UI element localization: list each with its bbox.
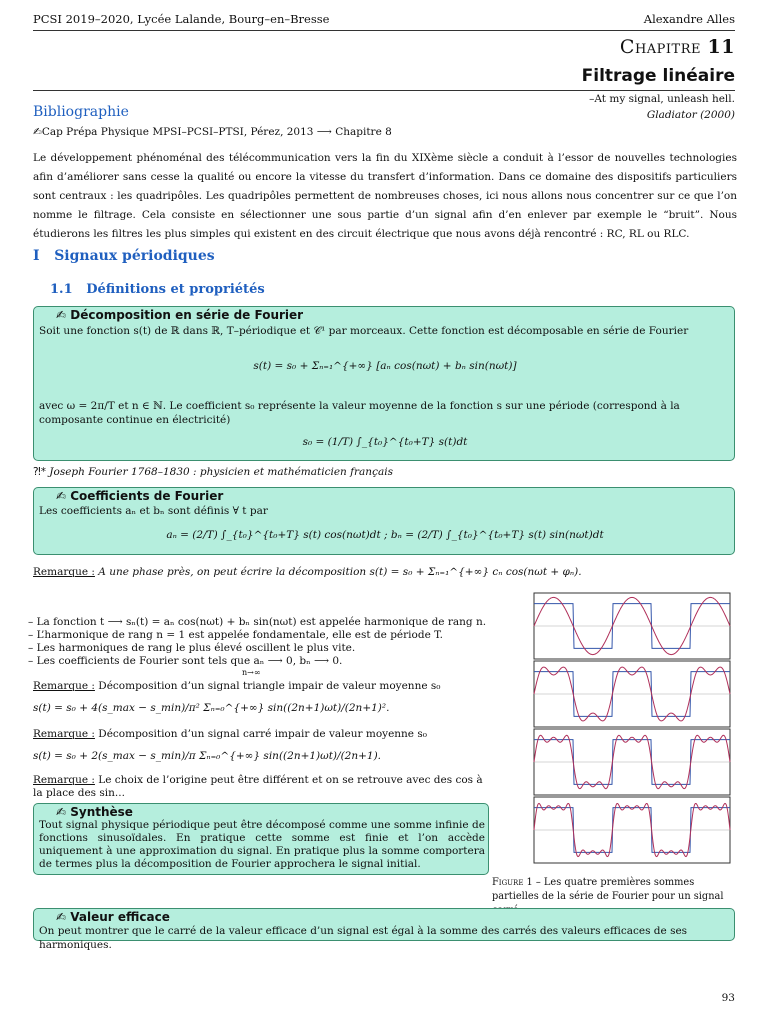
page-number: 93 (721, 992, 735, 1004)
coefficients-formula: aₙ = (2/T) ∫_{t₀}^{t₀+T} s(t) cos(nωt)dt ; bₙ = (2/T) ∫_{t₀}^{t₀+T} s(t) sin(nωt)dt (166, 529, 604, 541)
box-title-text: Décomposition en série de Fourier (70, 308, 304, 322)
remark-square (33, 728, 493, 740)
synthesis-box (33, 803, 489, 875)
remark-text: Le choix de l’origine peut être différent et on se retrouve avec des cos à la place des sin... (33, 774, 483, 799)
remark-origin (33, 774, 491, 800)
bibliography-heading: Bibliographie (33, 104, 129, 120)
triangle-formula: s(t) = s₀ + 4(s_max − s_min)/π² Σₙ₌₀^{+∞} sin((2n+1)ωt)/(2n+1)². (33, 702, 390, 714)
fourier-coefficients-box (33, 487, 735, 555)
list-item: – L’harmonique de rang n = 1 est appelée fondamentale, elle est de période T. (28, 629, 443, 641)
mean-value-formula: s₀ = (1/T) ∫_{t₀}^{t₀+T} s(t)dt (302, 436, 468, 448)
partial-sum-panel (534, 797, 730, 863)
pen-icon: ✍ (56, 308, 71, 322)
limit-subscript: n→∞ (242, 668, 261, 677)
remark-text: Décomposition d’un signal triangle impair de valeur moyenne s₀ (94, 680, 441, 692)
remark-text: Décomposition d’un signal carré impair de valeur moyenne s₀ (94, 728, 427, 740)
box-title (56, 910, 170, 924)
box-line-1: Les coefficients aₙ et bₙ sont définis ∀ t par (39, 505, 268, 517)
subsection-title: Définitions et propriétés (86, 282, 265, 297)
header-rule (33, 30, 735, 31)
figure-caption-text: – Les quatre premières sommes partielles de la série de Fourier pour un signal (492, 877, 724, 902)
box-line-2: avec ω = 2π/T et n ∈ ℕ. Le coefficient s₀ représente la valeur moyenne de la fonction s sur une période (correspond à la composante continue en électricité) (39, 400, 680, 426)
subsection-number: 1.1 (50, 282, 73, 297)
bibliography-ref (33, 126, 392, 138)
square-formula: s(t) = s₀ + 2(s_max − s_min)/π Σₙ₌₀^{+∞} sin((2n+1)ωt)/(2n+1). (33, 750, 382, 762)
synthesis-text: Tout signal physique périodique peut être décomposé comme une somme infinie de fonctions sinusoïdales. En pratique cette somme est finie et l’on accède uniquement à une approximation du signal. En pratique plus la somme comportera de termes plus la décomposition de Fourier approchera le signal initial. (39, 819, 485, 870)
fourier-footnote (33, 466, 393, 478)
chapter-prefix: Chapitre (619, 36, 701, 58)
fourier-decomposition-box (33, 306, 735, 461)
remark-text: A une phase près, on peut écrire la décomposition s(t) = s₀ + Σₙ₌₁^{+∞} cₙ cos(nωt + φₙ). (94, 566, 582, 578)
subsection-heading (50, 282, 265, 297)
remark-label: Remarque : (33, 774, 95, 786)
fourier-series-formula: s(t) = s₀ + Σₙ₌₁^{+∞} [aₙ cos(nωt) + bₙ sin(nωt)] (253, 360, 517, 372)
epigraph-quote: –At my signal, unleash hell. (589, 93, 735, 105)
pen-icon: ✍ (33, 126, 42, 138)
remark-phase (33, 566, 733, 578)
box-title (56, 805, 133, 819)
box-title (56, 308, 303, 322)
rms-text: On peut montrer que le carré de la valeur efficace d’un signal est égal à la somme des carrés des valeurs efficaces de ses harmoniques. (39, 925, 688, 951)
remark-label: Remarque : (33, 728, 95, 740)
pen-icon: ✍ (56, 489, 71, 503)
intro-paragraph: Le développement phénoménal des télécommunication vers la fin du XIXème siècle a conduit à l’essor de nouvelles technologies afin d’améliorer sans cesse la qualité ou encore la vitesse du transfert d’information. Dans ce domaine des dispositifs particuliers sont centraux : les quadripôles. Les quadripôles permettent de nombreuses choses, ici nous allons nous concentrer sur ce que l’on nomme le filtrage. Cela consiste en sélectionner une sous partie d’un signal afin d’en enlever par exemple le “bruit”. Nous étudierons les filtres les plus simples qui existent en des circuit électrique que nous avons déjà rencontré : RC, RL ou RLC. (33, 152, 737, 240)
pen-icon: ✍ (56, 910, 71, 924)
section-number: I (33, 248, 40, 264)
running-header-right: Alexandre Alles (643, 12, 735, 26)
chapter-number: 11 (707, 36, 735, 58)
epigraph-source: Gladiator (2000) (646, 109, 735, 121)
remark-triangle (33, 680, 493, 692)
pen-icon: ✍ (56, 805, 71, 819)
bibliography-ref-text: Cap Prépa Physique MPSI–PCSI–PTSI, Pérez, 2013 ⟶ Chapitre 8 (41, 126, 392, 138)
list-item: – Les coefficients de Fourier sont tels que aₙ ⟶ 0, bₙ ⟶ 0. (28, 655, 343, 667)
box-title-text: Valeur efficace (70, 910, 170, 924)
partial-sum-panel (534, 729, 730, 795)
partial-sum-panel (534, 661, 730, 727)
section-heading (33, 248, 215, 264)
sparkle-icon: ⁈* (33, 466, 46, 478)
partial-sum-panel (534, 593, 730, 659)
running-header-left: PCSI 2019–2020, Lycée Lalande, Bourg–en–Bresse (33, 12, 330, 26)
list-item: – La fonction t ⟶ sₙ(t) = aₙ cos(nωt) + bₙ sin(nωt) est appelée harmonique de rang n. (28, 616, 487, 628)
harmonics-list (28, 616, 486, 677)
fourier-partial-sums-figure (533, 592, 731, 866)
remark-label: Remarque : (33, 566, 95, 578)
box-line-1: Soit une fonction s(t) de ℝ dans ℝ, T–périodique et 𝒞¹ par morceaux. Cette fonction est décomposable en série de Fourier (39, 325, 689, 337)
rms-value-box (33, 908, 735, 951)
figure-label: Figure 1 (492, 877, 533, 888)
box-title (56, 489, 223, 503)
list-item: – Les harmoniques de rang le plus élevé oscillent le plus vite. (28, 642, 356, 654)
title-rule (33, 90, 735, 91)
section-title: Signaux périodiques (54, 248, 215, 264)
fourier-footnote-text: Joseph Fourier 1768–1830 : physicien et mathématicien français (49, 466, 393, 478)
box-title-text: Coefficients de Fourier (70, 489, 224, 503)
chapter-label (620, 36, 735, 58)
remark-label: Remarque : (33, 680, 95, 692)
chapter-title: Filtrage linéaire (581, 66, 735, 86)
box-title-text: Synthèse (70, 805, 133, 819)
